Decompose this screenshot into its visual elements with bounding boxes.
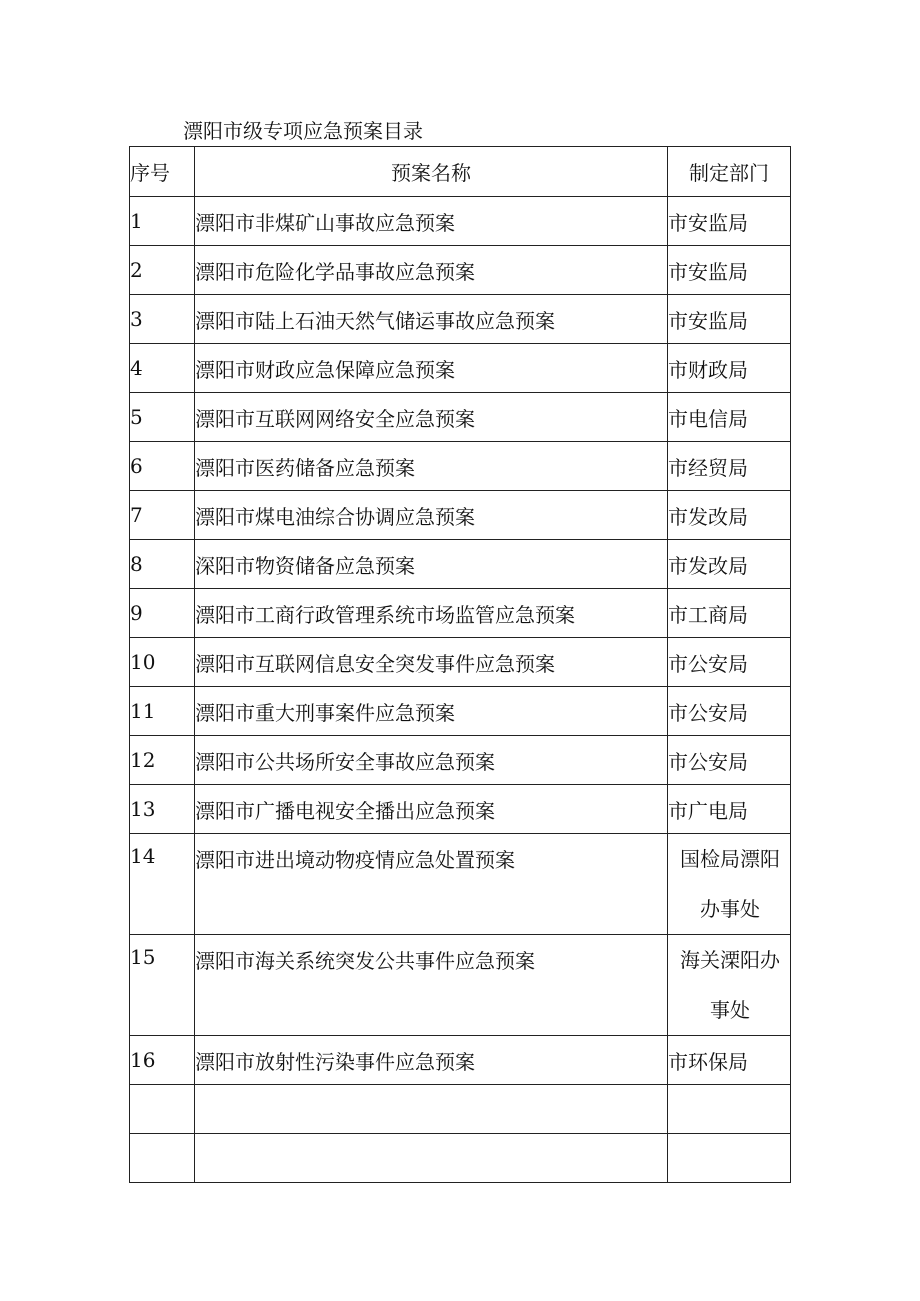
row-number: 8 (130, 540, 195, 589)
plan-name: 漂阳市工商行政管理系统市场监管应急预案 (195, 589, 668, 638)
department (668, 1085, 791, 1134)
department: 市安监局 (668, 246, 791, 295)
table-row (130, 491, 791, 540)
plan-name: 漂阳市广播电视安全播出应急预案 (195, 785, 668, 834)
table-row-empty (130, 1134, 791, 1183)
column-header-name: 预案名称 (195, 147, 668, 197)
table-header-row (130, 147, 791, 197)
plan-name: 漂阳市放射性污染事件应急预案 (195, 1036, 668, 1085)
department: 市公安局 (668, 638, 791, 687)
plan-name: 漂阳市医药储备应急预案 (195, 442, 668, 491)
table-row (130, 295, 791, 344)
table-row (130, 935, 791, 1036)
department: 市公安局 (668, 736, 791, 785)
plan-name: 漂阳市互联网信息安全突发事件应急预案 (195, 638, 668, 687)
column-header-no: 序号 (130, 147, 195, 197)
row-number: 14 (130, 834, 195, 935)
row-number: 10 (130, 638, 195, 687)
table-row (130, 589, 791, 638)
row-number: 6 (130, 442, 195, 491)
table-row (130, 442, 791, 491)
row-number: 9 (130, 589, 195, 638)
table-row (130, 687, 791, 736)
table-row (130, 1036, 791, 1085)
table-row (130, 540, 791, 589)
row-number: 11 (130, 687, 195, 736)
department: 市环保局 (668, 1036, 791, 1085)
row-number: 1 (130, 197, 195, 246)
table-row-empty (130, 1085, 791, 1134)
plan-name: 漂阳市互联网网络安全应急预案 (195, 393, 668, 442)
table-row (130, 736, 791, 785)
plan-name: 深阳市物资储备应急预案 (195, 540, 668, 589)
row-number (130, 1085, 195, 1134)
row-number: 3 (130, 295, 195, 344)
table-row (130, 197, 791, 246)
table-row (130, 834, 791, 935)
department: 市广电局 (668, 785, 791, 834)
plan-name: 漂阳市进出境动物疫情应急处置预案 (195, 834, 668, 935)
plan-name (195, 1085, 668, 1134)
column-header-dept: 制定部门 (668, 147, 791, 197)
department: 市发改局 (668, 491, 791, 540)
department: 市发改局 (668, 540, 791, 589)
plan-name (195, 1134, 668, 1183)
emergency-plan-table (129, 146, 791, 1183)
table-row (130, 785, 791, 834)
row-number: 12 (130, 736, 195, 785)
department: 市安监局 (668, 295, 791, 344)
department (668, 1134, 791, 1183)
department: 市电信局 (668, 393, 791, 442)
row-number: 15 (130, 935, 195, 1036)
department: 海关溧阳办事处 (668, 935, 791, 1036)
table-row (130, 344, 791, 393)
row-number (130, 1134, 195, 1183)
row-number: 16 (130, 1036, 195, 1085)
plan-name: 漂阳市危险化学品事故应急预案 (195, 246, 668, 295)
department: 市财政局 (668, 344, 791, 393)
plan-name: 漂阳市陆上石油天然气储运事故应急预案 (195, 295, 668, 344)
table-row (130, 393, 791, 442)
plan-name: 漂阳市海关系统突发公共事件应急预案 (195, 935, 668, 1036)
plan-name: 漂阳市财政应急保障应急预案 (195, 344, 668, 393)
row-number: 13 (130, 785, 195, 834)
department: 市经贸局 (668, 442, 791, 491)
row-number: 5 (130, 393, 195, 442)
row-number: 4 (130, 344, 195, 393)
plan-name: 漂阳市非煤矿山事故应急预案 (195, 197, 668, 246)
table-row (130, 246, 791, 295)
table-row (130, 638, 791, 687)
department: 市工商局 (668, 589, 791, 638)
row-number: 2 (130, 246, 195, 295)
department: 市安监局 (668, 197, 791, 246)
row-number: 7 (130, 491, 195, 540)
plan-name: 漂阳市煤电油综合协调应急预案 (195, 491, 668, 540)
document-title: 漂阳市级专项应急预案目录 (183, 119, 423, 143)
plan-name: 漂阳市重大刑事案件应急预案 (195, 687, 668, 736)
department: 国检局漂阳办事处 (668, 834, 791, 935)
department: 市公安局 (668, 687, 791, 736)
plan-name: 漂阳市公共场所安全事故应急预案 (195, 736, 668, 785)
